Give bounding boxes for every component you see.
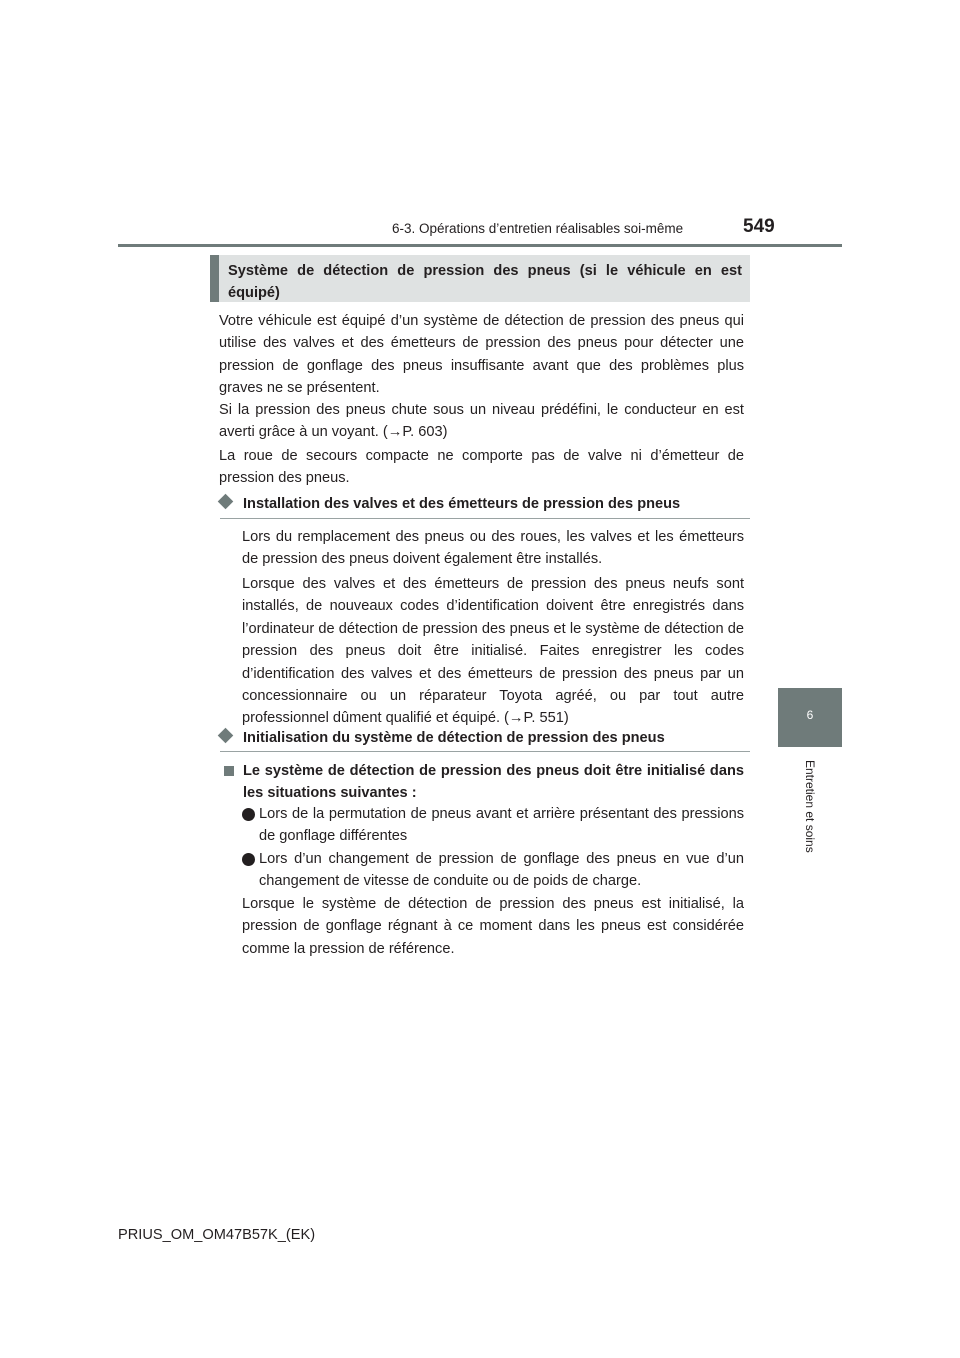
- round-bullet-icon: [242, 853, 255, 866]
- section-title: Système de détection de pression des pneus (si le véhicule en est équipé): [228, 263, 742, 301]
- page-number: 549: [743, 216, 775, 237]
- chapter-tab: [778, 688, 842, 747]
- round-bullet-icon: [242, 808, 255, 821]
- diamond-bullet-icon: [218, 728, 234, 744]
- chapter-label-container: [760, 760, 860, 920]
- chapter-number: 6: [806, 708, 814, 722]
- installation-paragraph-1: Lors du remplacement des pneus ou des roues, les valves et les émetteurs de pression des pneus doivent également être installés.: [242, 529, 744, 568]
- installation-paragraph-2: Lorsque des valves et des émetteurs de pression des pneus neufs sont installés, de nouveaux codes d’identification doivent être enregistrés dans l’ordinateur de détection de pression des pneus et le système de détection de pression des pneus doit être initialisé. Faites enregistrer les codes d’identification des valves et des émetteurs de pression des pneus par un concessionnaire ou un réparateur Toyota agréé, ou par tout autre professionnel dûment qualifié et équipé. (→P. 551): [242, 576, 744, 727]
- subsection-heading-text: Initialisation du système de détection de pression des pneus: [243, 730, 665, 746]
- list-item-text: Lors de la permutation de pneus avant et arrière présentant des pressions de gonflage différentes: [259, 806, 744, 845]
- square-bullet-icon: [224, 766, 234, 776]
- subsection-divider: [220, 518, 750, 519]
- subsection-heading-text: Installation des valves et des émetteurs de pression des pneus: [243, 496, 681, 512]
- diamond-bullet-icon: [218, 494, 234, 510]
- subsection-heading-installation: [220, 496, 750, 512]
- conditions-heading-text: Le système de détection de pression des pneus doit être initialisé dans les situations suivantes :: [243, 763, 744, 802]
- list-item: [242, 848, 744, 893]
- initialisation-paragraph: Lorsque le système de détection de pression des pneus est initialisé, la pression de gonflage régnant à ce moment dans les pneus est considérée comme la pression de référence.: [242, 896, 744, 957]
- intro-paragraph-1: Votre véhicule est équipé d’un système de détection de pression des pneus qui utilise des valves et des émetteurs de pression des pneus pour détecter une pression de gonflage des pneus insuffisante avant que des problèmes plus graves ne se présentent.: [219, 313, 744, 397]
- intro-paragraph-2: Si la pression des pneus chute sous un niveau prédéfini, le conducteur en est averti grâce à un voyant. (→P. 603): [219, 402, 744, 441]
- list-item-text: Lors d’un changement de pression de gonflage des pneus en vue d’un changement de vitesse de conduite ou de poids de charge.: [259, 851, 744, 890]
- section-title-box: [210, 255, 750, 302]
- intro-paragraph-3: La roue de secours compacte ne comporte pas de valve ni d’émetteur de pression des pneus.: [219, 448, 744, 487]
- subsection-divider: [220, 751, 750, 752]
- document-code: PRIUS_OM_OM47B57K_(EK): [118, 1227, 316, 1243]
- chapter-label: Entretien et soins: [803, 760, 817, 853]
- conditions-heading: [224, 760, 744, 805]
- list-item: [242, 803, 744, 848]
- header-divider: [118, 244, 842, 247]
- subsection-heading-initialisation: [220, 730, 750, 746]
- section-breadcrumb: 6-3. Opérations d’entretien réalisables soi-même: [392, 221, 684, 236]
